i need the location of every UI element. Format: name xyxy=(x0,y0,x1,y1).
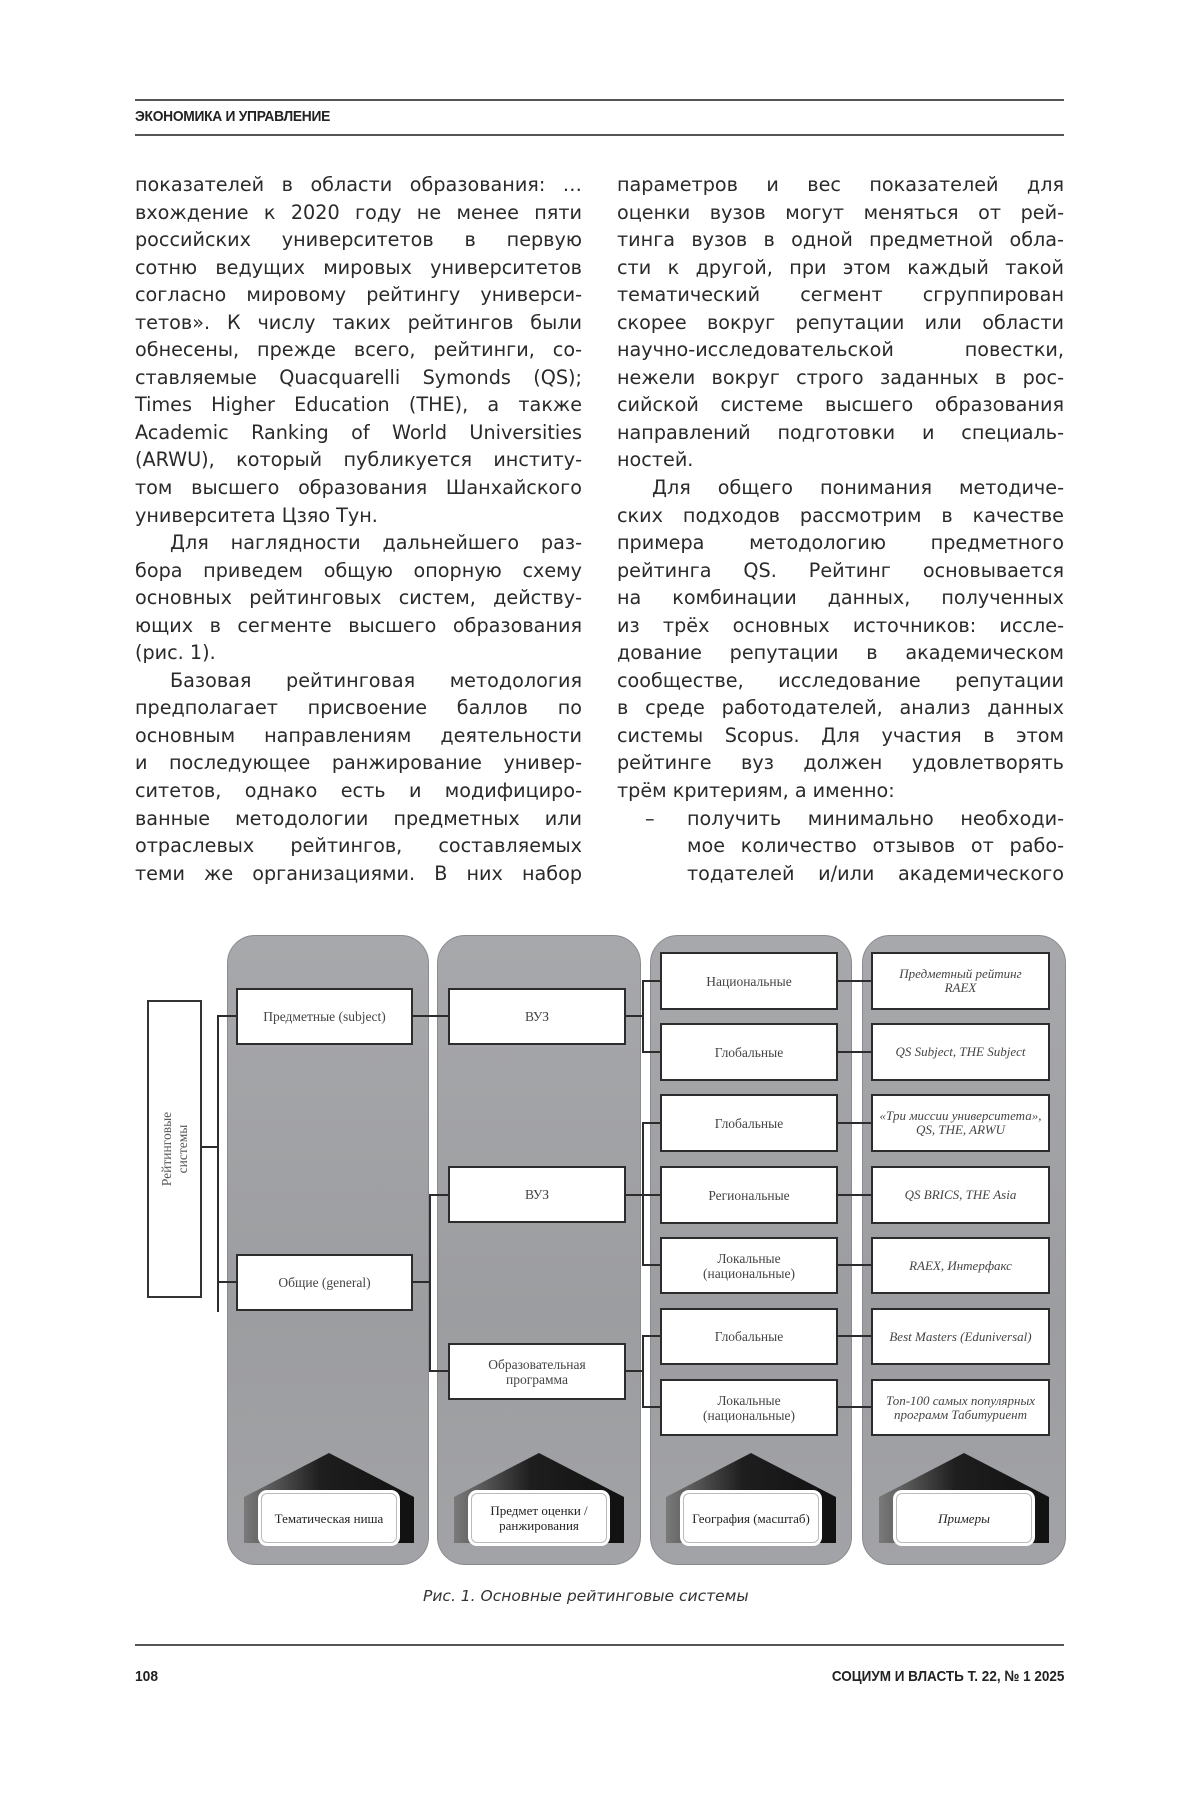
text-line: Для наглядности дальнейшего раз- xyxy=(170,531,582,555)
text-line: ситетов, однако есть и модифициро- xyxy=(135,779,582,803)
level3-local-box: Локальные (национальные) xyxy=(660,1237,838,1294)
level3-national-box: Национальные xyxy=(660,952,838,1010)
root-label xyxy=(159,1112,191,1186)
text-line: скорее вокруг репутации или области xyxy=(617,310,1064,334)
level1-general-box: Общие (general) xyxy=(236,1254,413,1311)
level3-global-box: Глобальные xyxy=(660,1308,838,1365)
text-line: в среде работодателей, анализ данных xyxy=(617,696,1064,720)
lane-label-text: Тематическая ниша xyxy=(261,1493,397,1543)
connector xyxy=(837,1335,872,1337)
root-rating-systems-box xyxy=(147,1000,202,1298)
level1-subject-box: Предметные (subject) xyxy=(236,988,413,1045)
text-line: научно-исследовательской повестки, xyxy=(617,338,1064,362)
text-line: оценки вузов могут меняться от рей- xyxy=(617,200,1064,224)
connector xyxy=(642,1335,661,1337)
text-line: системы Scopus. Для участия в этом xyxy=(617,723,1064,747)
text-line: вхождение к 2020 году не менее пяти xyxy=(135,200,582,224)
text-line: Для общего понимания методиче- xyxy=(652,476,1064,500)
text-line: том высшего образования Шанхайского xyxy=(135,476,582,500)
example-box: «Три миссии университета», QS, THE, ARWU xyxy=(871,1094,1050,1152)
lane-label-thematic-niche xyxy=(244,1453,414,1545)
text-line: примера методологию предметного xyxy=(617,531,1064,555)
text-line: согласно мировому рейтингу универси- xyxy=(135,283,582,307)
text-line: рейтинга QS. Рейтинг основывается xyxy=(617,558,1064,582)
text-line: Times Higher Education (THE), а также xyxy=(135,393,582,417)
connector xyxy=(217,1015,219,1312)
figure-caption: Рис. 1. Основные рейтинговые системы xyxy=(423,1587,749,1605)
text-line: университета Цзяо Тун. xyxy=(135,503,378,527)
level3-global-box: Глобальные xyxy=(660,1023,838,1081)
connector xyxy=(837,1051,872,1053)
text-line: российских университетов в первую xyxy=(135,228,582,252)
connector xyxy=(837,980,872,982)
level3-local-box: Локальные (национальные) xyxy=(660,1379,838,1436)
text-line: сообществе, исследование репутации xyxy=(617,668,1064,692)
text-line: и последующее ранжирование универ- xyxy=(135,751,582,775)
bullet-dash: – xyxy=(645,806,655,830)
connector xyxy=(642,1406,661,1408)
connector xyxy=(837,1122,872,1124)
footer-rule xyxy=(135,1644,1064,1646)
page-number: 108 xyxy=(135,1668,159,1685)
connector xyxy=(642,1335,644,1408)
root-label-line2: системы xyxy=(174,1124,190,1174)
level3-regional-box: Региональные xyxy=(660,1166,838,1224)
text-line: основным направлениям деятельности xyxy=(135,723,582,747)
text-line: Базовая рейтинговая методология xyxy=(170,668,582,692)
example-box: Предметный рейтинг RAEX xyxy=(871,952,1050,1010)
level2-edu-program-box: Образовательная программа xyxy=(448,1343,626,1400)
text-line: нежели вокруг строго заданных в рос- xyxy=(617,365,1064,389)
connector xyxy=(429,1194,431,1372)
level3-global-box: Глобальные xyxy=(660,1094,838,1152)
text-line: (ARWU), который публикуется институ- xyxy=(135,448,582,472)
text-line: сотню ведущих мировых университетов xyxy=(135,255,582,279)
example-box: RAEX, Интерфакс xyxy=(871,1237,1050,1294)
text-line: Academic Ranking of World Universities xyxy=(135,420,582,444)
text-line: теми же организациями. В них набор xyxy=(135,861,582,885)
text-line: из трёх основных источников: иссле- xyxy=(617,613,1064,637)
text-line: ностей. xyxy=(617,448,694,472)
connector xyxy=(837,1264,872,1266)
connector xyxy=(412,1281,430,1283)
lane-label-geography xyxy=(666,1453,836,1545)
running-head: ЭКОНОМИКА И УПРАВЛЕНИЕ xyxy=(135,108,331,125)
connector xyxy=(642,1051,661,1053)
text-line: предполагает присвоение баллов по xyxy=(135,696,582,720)
text-line: рейтинге вуз должен удовлетворять xyxy=(617,751,1064,775)
text-line: тодателей и/или академического xyxy=(687,861,1064,885)
connector xyxy=(429,1194,449,1196)
example-box: QS Subject, THE Subject xyxy=(871,1023,1050,1081)
text-line: сийской системе высшего образования xyxy=(617,393,1064,417)
lane-label-text: Предмет оценки / ранжирования xyxy=(471,1493,607,1543)
connector xyxy=(642,1122,661,1124)
text-line: показателей в области образования: … xyxy=(135,173,582,196)
example-box: QS BRICS, THE Asia xyxy=(871,1166,1050,1224)
text-line: ских подходов рассмотрим в качестве xyxy=(617,503,1064,527)
text-line: бора приведем общую опорную схему xyxy=(135,558,582,582)
connector xyxy=(837,1194,872,1196)
text-line: на комбинации данных, полученных xyxy=(617,586,1064,610)
text-line: получить минимально необходи- xyxy=(687,806,1064,830)
connector xyxy=(412,1015,449,1017)
level2-university-box: ВУЗ xyxy=(448,988,626,1045)
text-line: отраслевых рейтингов, составляемых xyxy=(135,834,582,858)
connector xyxy=(217,1281,237,1283)
lane-label-text: Примеры xyxy=(896,1493,1032,1543)
text-line: ставляемые Quacquarelli Symonds (QS); xyxy=(135,365,582,389)
text-line: тематический сегмент сгруппирован xyxy=(617,283,1064,307)
text-line: сти к другой, при этом каждый такой xyxy=(617,255,1064,279)
connector xyxy=(642,980,644,1053)
connector xyxy=(642,1122,644,1266)
text-line: тинга вузов в одной предметной обла- xyxy=(617,228,1064,252)
text-line: параметров и вес показателей для xyxy=(617,173,1064,196)
example-box: Топ-100 самых популярных программ Табитуриент xyxy=(871,1379,1050,1436)
level2-university-box: ВУЗ xyxy=(448,1166,626,1223)
connector xyxy=(642,980,661,982)
connector xyxy=(429,1370,449,1372)
journal-name: СОЦИУМ И ВЛАСТЬ Т. 22, № 1 2025 xyxy=(831,1668,1064,1685)
text-line: основных рейтинговых систем, действу- xyxy=(135,586,582,610)
lane-label-assessment-subject xyxy=(454,1453,624,1545)
connector xyxy=(642,1264,661,1266)
text-line: (рис. 1). xyxy=(135,641,216,665)
connector xyxy=(837,1406,872,1408)
text-line: тетов». К числу таких рейтингов были xyxy=(135,310,582,334)
text-line: направлений подготовки и специаль- xyxy=(617,420,1064,444)
text-line: ющих в сегменте высшего образования xyxy=(135,613,582,637)
text-line: обнесены, прежде всего, рейтинги, со- xyxy=(135,338,582,362)
example-box: Best Masters (Eduniversal) xyxy=(871,1308,1050,1365)
lane-label-examples xyxy=(879,1453,1049,1545)
text-line: ванные методологии предметных или xyxy=(135,806,582,830)
text-line: дование репутации в академическом xyxy=(617,641,1064,665)
text-line: трём критериям, а именно: xyxy=(617,779,895,803)
text-line: мое количество отзывов от рабо- xyxy=(687,834,1064,858)
lane-label-text: География (масштаб) xyxy=(683,1493,819,1543)
connector xyxy=(217,1015,237,1017)
root-label-line1: Рейтинговые xyxy=(158,1111,174,1187)
